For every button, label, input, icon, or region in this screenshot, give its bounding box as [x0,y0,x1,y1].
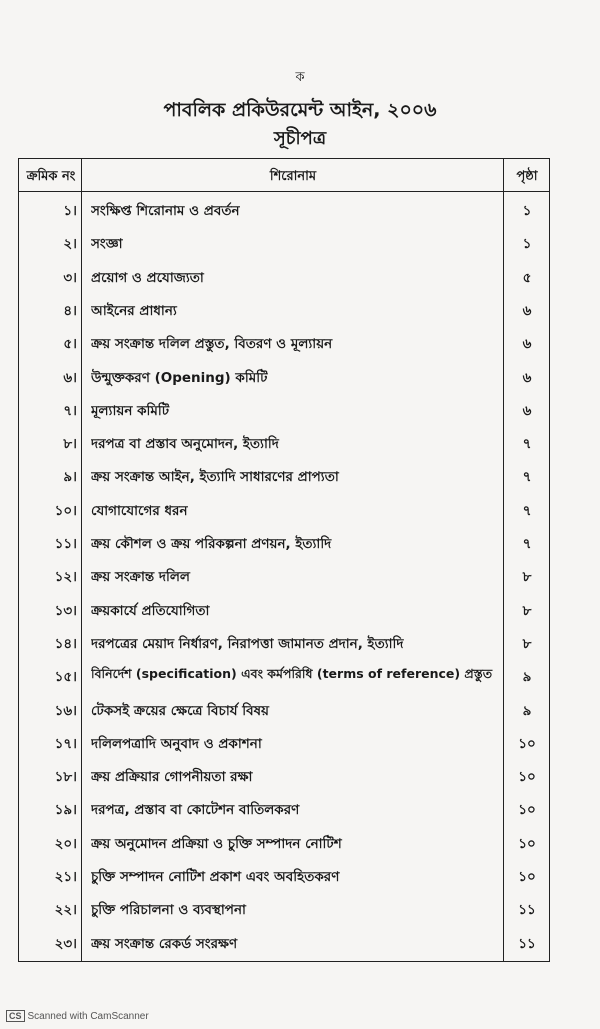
row-serial: ২৩। [54,935,77,952]
table-row [19,792,549,824]
row-title: টেকসই ক্রয়ের ক্ষেত্রে বিচার্য বিষয় [91,702,269,719]
page-marker: ক [295,70,305,85]
row-serial: ২। [63,236,77,253]
table-header [19,159,549,192]
row-page: ৫ [522,269,532,286]
row-title: সংক্ষিপ্ত শিরোনাম ও প্রবর্তন [91,203,240,219]
row-page: ৭ [522,536,532,552]
row-serial: ৭। [63,402,77,419]
row-serial: ১২। [54,569,77,586]
table-row [19,293,549,325]
row-serial: ৮। [63,436,77,453]
row-title: বিনির্দেশ (specification) এবং কর্মপরিধি (terms of reference) প্রস্তুত [91,666,493,682]
row-page: ৮ [522,602,532,619]
row-page: ৭ [522,469,532,486]
row-page: ১০ [518,769,536,786]
row-serial: ১৭। [54,735,77,752]
row-title: ক্রয় সংক্রান্ত দলিল প্রস্তুত, বিতরণ ও মূল্যায়ন [91,336,333,353]
row-title: প্রয়োগ ও প্রযোজ্যতা [91,269,204,286]
row-page: ৬ [522,302,532,319]
table-row [19,493,549,525]
row-title: মূল্যায়ন কমিটি [91,402,170,419]
row-title: চুক্তি পরিচালনা ও ব্যবস্থাপনা [91,902,246,919]
table-row [19,526,549,558]
row-serial: ৫। [63,336,77,353]
table-row [19,926,549,958]
row-title: দরপত্র বা প্রস্তাব অনুমোদন, ইত্যাদি [91,436,279,453]
row-page: ১১ [518,935,536,952]
table-row [19,193,549,225]
row-page: ৬ [522,369,532,386]
row-serial: ৩। [63,269,77,286]
row-page: ৭ [522,502,532,519]
table-row [19,726,549,758]
row-page: ১০ [518,735,536,752]
table-row [19,326,549,358]
row-serial: ১৪। [54,635,77,652]
row-page: ৬ [522,402,532,419]
table-row [19,559,549,591]
table-row [19,859,549,891]
document-title: পাবলিক প্রকিউরমেন্ট আইন, ২০০৬ [163,99,437,121]
row-serial: ১৮। [54,769,77,786]
row-page: ৭ [522,436,532,453]
row-serial: ৪। [63,302,77,319]
row-page: ৯ [522,669,532,686]
row-page: ১ [522,236,532,253]
row-title: ক্রয় প্রক্রিয়ার গোপনীয়তা রক্ষা [91,769,253,786]
row-title: ক্রয় কৌশল ও ক্রয় পরিকল্পনা প্রণয়ন, ইত্যাদি [91,536,332,552]
row-title: দলিলপত্রাদি অনুবাদ ও প্রকাশনা [91,735,262,752]
header-serial: ক্রমিক নং [26,169,76,184]
table-row [19,226,549,258]
row-page: ১১ [518,902,536,919]
row-title: যোগাযোগের ধরন [91,502,188,519]
row-serial: ১৬। [54,702,77,719]
row-title: ক্রয় সংক্রান্ত রেকর্ড সংরক্ষণ [91,935,238,952]
row-title: ক্রয়কার্যে প্রতিযোগিতা [91,602,210,619]
row-title: চুক্তি সম্পাদন নোটিশ প্রকাশ এবং অবহিতকরণ [91,869,340,885]
row-page: ১০ [518,869,536,885]
row-title: ক্রয় সংক্রান্ত আইন, ইত্যাদি সাধারণের প্রাপ্যতা [91,469,339,486]
row-page: ৮ [522,569,532,586]
row-serial: ২০। [54,835,77,852]
row-title: সংজ্ঞা [91,236,123,253]
header-heading: শিরোনাম [269,169,317,184]
table-row [19,459,549,491]
row-serial: ১১। [54,536,77,552]
table-row [19,360,549,392]
row-page: ১ [522,203,532,219]
scanner-watermark [6,1010,149,1022]
row-title: উন্মুক্তকরণ (Opening) কমিটি [91,369,268,386]
scanner-logo-icon: CS [6,1010,25,1022]
table-row [19,426,549,458]
row-title: দরপত্রের মেয়াদ নির্ধারণ, নিরাপত্তা জামানত প্রদান, ইত্যাদি [91,635,404,652]
table-row [19,892,549,924]
table-row [19,626,549,658]
row-serial: ৬। [63,369,77,386]
row-serial: ১৩। [54,602,77,619]
row-title: ক্রয় সংক্রান্ত দলিল [91,569,190,586]
row-title: দরপত্র, প্রস্তাব বা কোটেশন বাতিলকরণ [91,802,300,819]
table-row [19,759,549,791]
row-title: ক্রয় অনুমোদন প্রক্রিয়া ও চুক্তি সম্পাদন নোটিশ [91,835,342,852]
row-page: ৮ [522,635,532,652]
document-subtitle: সূচীপত্র [273,128,327,149]
table-row [19,260,549,292]
row-page: ১০ [518,835,536,852]
table-row [19,693,549,725]
row-serial: ১। [63,203,77,219]
row-serial: ২১। [54,869,77,885]
row-serial: ১৫। [54,669,77,686]
row-serial: ৯। [63,469,77,486]
scanner-text: Scanned with CamScanner [27,1011,149,1022]
row-serial: ১৯। [54,802,77,819]
row-serial: ১০। [54,502,77,519]
row-title: আইনের প্রাধান্য [91,302,177,319]
row-page: ১০ [518,802,536,819]
header-page: পৃষ্ঠা [516,169,538,184]
table-of-contents [18,158,550,962]
row-page: ৯ [522,702,532,719]
row-page: ৬ [522,336,532,353]
row-serial: ২২। [54,902,77,919]
table-row [19,826,549,858]
table-row [19,659,549,691]
table-row [19,393,549,425]
table-row [19,593,549,625]
